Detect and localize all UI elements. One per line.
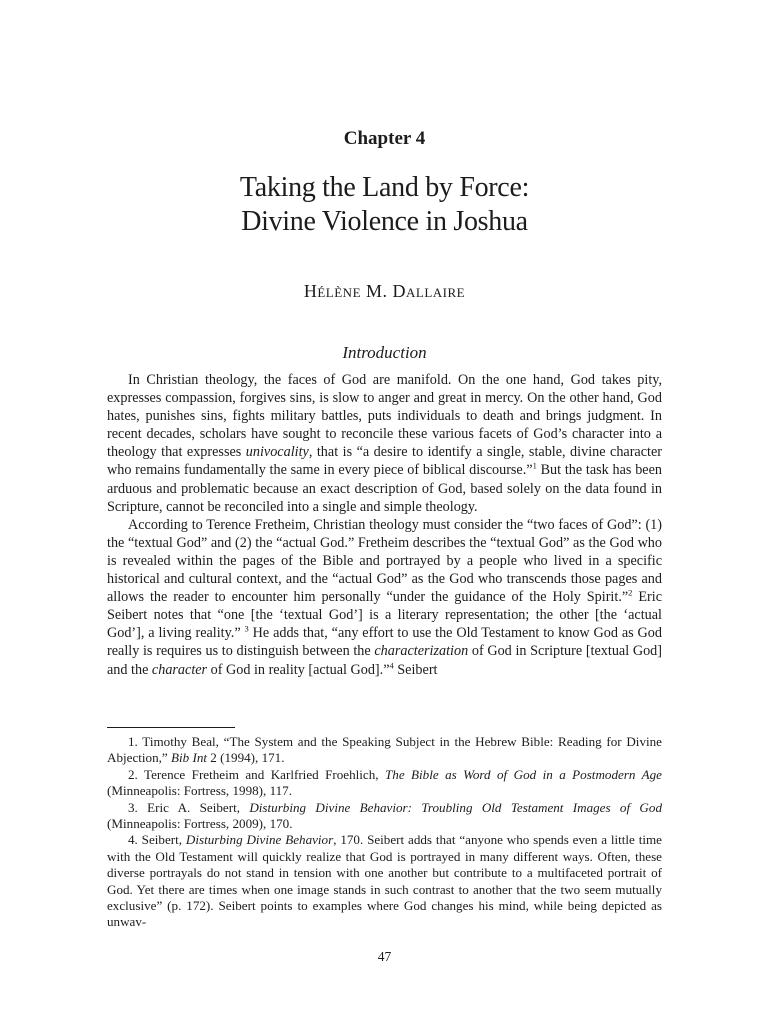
text-run: 2. Terence Fretheim and Karlfried Froehlich, (128, 766, 385, 782)
paragraph (107, 516, 662, 679)
text-run: Eric Seibert notes that “one [the ‘textual God’] is a literary representation; the other [the ‘actual God’], a living reality.” (107, 589, 662, 642)
text-run: In Christian theology, the faces of God are manifold. On the one hand, God takes pity, expresses compassion, forgives sins, is slow to anger and great in mercy. On the other hand, God hates, punishes sins, fights military battles, puts individuals to death and brings judgment. In recent decades, scholars have sought to reconcile these various facets of God’s character into a theology that expresses (107, 372, 662, 461)
text-run: Seibert (393, 661, 438, 678)
paragraph (107, 371, 662, 516)
footnote-marker: 4 (389, 659, 394, 670)
text-run: 4. Seibert, (128, 832, 186, 848)
text-run: According to Terence Fretheim, Christian theology must consider the “two faces of God”: (1) the “textual God” and (2) the “actual God.” Fretheim describes the “textual God” as the God who is revealed within the pages of the Bible and portrayed by a people who lived in a specific historical and cultural context, and the “actual God” as the God who transcends those pages and allows the reader to encounter him personally “under the guidance of the Holy Spirit.” (107, 516, 662, 606)
italic-text: The Bible as Word of God in a Postmodern Age (384, 766, 662, 782)
italic-text: character (151, 661, 208, 678)
footnote-marker: 1 (532, 460, 537, 471)
footnote (107, 734, 662, 767)
text-run: (Minneapolis: Fortress, 1998), 117. (107, 783, 292, 799)
italic-text: Disturbing Divine Behavior (185, 832, 334, 848)
footnote-marker: 2 (628, 587, 633, 598)
author-name: Hélène M. Dallaire (303, 281, 466, 301)
chapter-title-line-1: Taking the Land by Force: (239, 172, 530, 203)
italic-text: univocality (245, 444, 309, 461)
italic-text: Disturbing Divine Behavior: Troubling Old Testament Images of God (249, 799, 662, 815)
text-run: (Minneapolis: Fortress, 2009), 170. (107, 816, 293, 832)
footnotes (107, 734, 662, 931)
text-run: 2 (1994), 171. (207, 750, 285, 766)
text-run: But the task has been arduous and problematic because an exact description of God, based solely on the data found in Scripture, cannot be reconciled into a single and simple theology. (107, 462, 662, 515)
italic-text: Bib Int (171, 750, 208, 766)
body-text (107, 371, 662, 679)
page-number: 47 (377, 949, 392, 964)
text-run: , 170. Seibert adds that “anyone who spends even a little time with the Old Testament will quickly realize that God is portrayed in many different ways. Often, these diverse portrayals do not stand in tension with one another but contribute to a multifaceted portrait of God. Yet there are times when one image stands in such contrast to another that the two seem mutually exclusive” (p. 172). Seibert points to examples where God changes his mind, while being depicted as unwav- (107, 832, 662, 930)
footnote (107, 767, 662, 800)
footnote-marker: 3 (244, 623, 249, 634)
text-run: of God in reality [actual God].” (207, 661, 390, 678)
text-run: 3. Eric A. Seibert, (128, 799, 250, 815)
footnote-divider (107, 727, 235, 728)
chapter-label: Chapter 4 (343, 128, 426, 149)
footnote (107, 832, 662, 930)
text-run: of God in Scripture [textual God] and the (107, 643, 662, 678)
text-run: 1. Timothy Beal, “The System and the Speaking Subject in the Hebrew Bible: Reading for Divine Abjection,” (107, 734, 662, 766)
text-run: He adds that, “any effort to use the Old Testament to know God as God really is requires us to distinguish between the (107, 625, 662, 660)
italic-text: characterization (374, 643, 469, 660)
footnote (107, 800, 662, 833)
chapter-title (107, 171, 662, 239)
section-heading: Introduction (342, 343, 427, 362)
chapter-title-line-2: Divine Violence in Joshua (241, 206, 528, 237)
text-run: , that is “a desire to identify a single, stable, divine character who remains fundamentally the same in every piece of biblical discourse.” (107, 444, 662, 479)
